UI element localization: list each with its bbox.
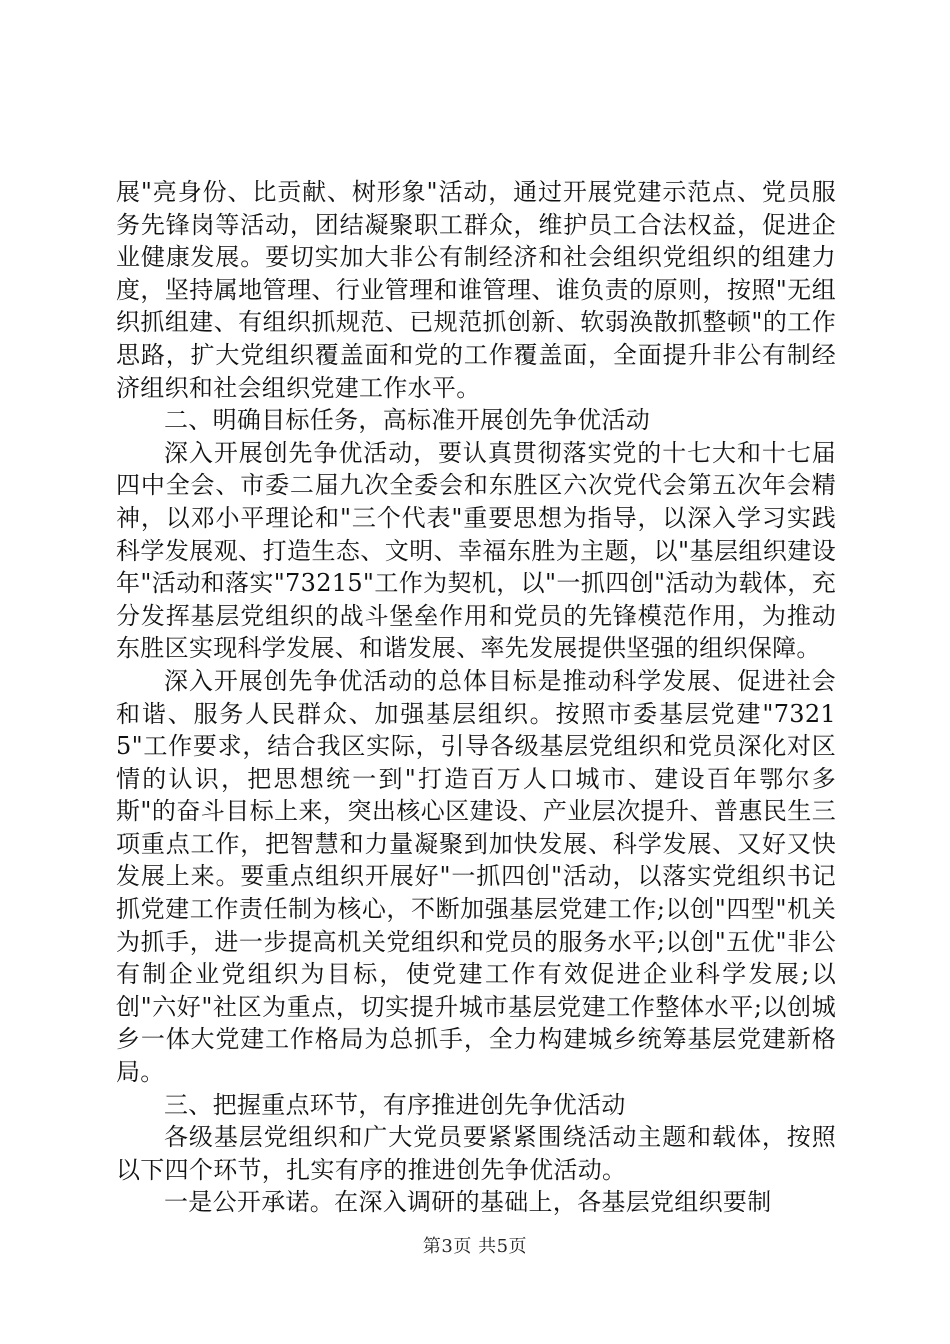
paragraph: 深入开展创先争优活动的总体目标是推动科学发展、促进社会和谐、服务人民群众、加强基层组织。按照市委基层党建"73215"工作要求，结合我区实际，引导各级基层党组织和党员深化对区情的认识，把思想统一到"打造百万人口城市、建设百年鄂尔多斯"的奋斗目标上来，突出核心区建设、产业层次提升、普惠民生三项重点工作，把智慧和力量凝聚到加快发展、科学发展、又好又快发展上来。要重点组织开展好"一抓四创"活动，以落实党组织书记抓党建工作责任制为核心，不断加强基层党建工作;以创"四型"机关为抓手，进一步提高机关党组织和党员的服务水平;以创"五优"非公有制企业党组织为目标，使党建工作有效促进企业科学发展;以创"六好"社区为重点，切实提升城市基层党建工作整体水平;以创城乡一体大党建工作格局为总抓手，全力构建城乡统筹基层党建新格局。 bbox=[116, 666, 836, 1087]
paragraph: 深入开展创先争优活动，要认真贯彻落实党的十七大和十七届四中全会、市委二届九次全委会和东胜区六次党代会第五次年会精神，以邓小平理论和"三个代表"重要思想为指导，以深入学习实践科学发展观、打造生态、文明、幸福东胜为主题，以"基层组织建设年"活动和落实"73215"工作为契机，以"一抓四创"活动为载体，充分发挥基层党组织的战斗堡垒作用和党员的先锋模范作用，为推动东胜区实现科学发展、和谐发展、率先发展提供坚强的组织保障。 bbox=[116, 438, 836, 663]
page-footer: 第3页 共5页 bbox=[422, 1236, 528, 1257]
paragraph: 各级基层党组织和广大党员要紧紧围绕活动主题和载体，按照以下四个环节，扎实有序的推进创先争优活动。 bbox=[116, 1123, 836, 1184]
document-body bbox=[116, 176, 836, 1219]
section-heading-3: 三、把握重点环节，有序推进创先争优活动 bbox=[164, 1090, 626, 1119]
section-heading-2: 二、明确目标任务，高标准开展创先争优活动 bbox=[164, 406, 650, 435]
paragraph-continuation: 展"亮身份、比贡献、树形象"活动，通过开展党建示范点、党员服务先锋岗等活动，团结凝聚职工群众，维护员工合法权益，促进企业健康发展。要切实加大非公有制经济和社会组织党组织的组建力度，坚持属地管理、行业管理和谁管理、谁负责的原则，按照"无组织抓组建、有组织抓规范、已规范抓创新、软弱涣散抓整顿"的工作思路，扩大党组织覆盖面和党的工作覆盖面，全面提升非公有制经济组织和社会组织党建工作水平。 bbox=[116, 178, 836, 402]
paragraph: 一是公开承诺。在深入调研的基础上，各基层党组织要制 bbox=[164, 1188, 772, 1217]
